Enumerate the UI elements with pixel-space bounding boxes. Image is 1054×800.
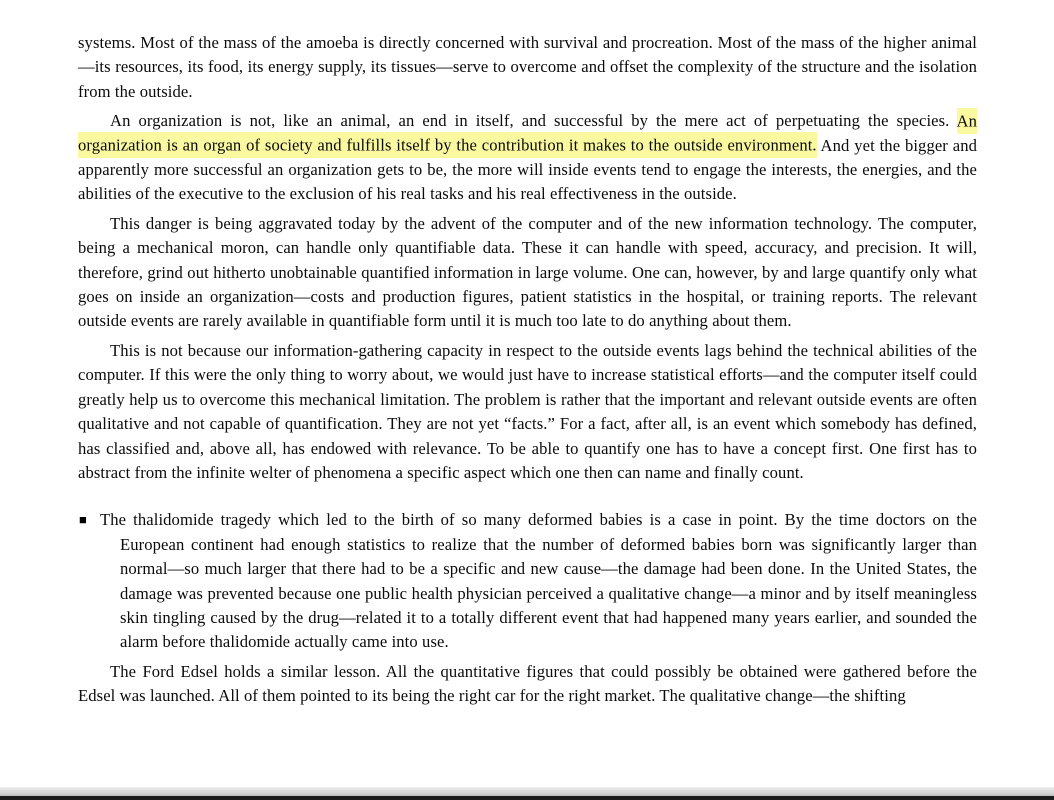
bullet-paragraph-text: The thalidomide tragedy which led to the birth of so many deformed babies is a case in point. By the time doctors on the European continent had enough statistics to realize that the number of deformed babies born was significantly larger than normal—so much larger that there had to be a specific and new cause—the damage had been done. In the United States, the damage was prevented because one public health physician perceived a qualitative change—a minor and by itself meaningless skin tingling caused by the drug—related it to a totally different event that had happened many years earlier, and sounded the alarm before thalidomide actually came into use. <box>100 510 977 652</box>
book-page <box>78 31 977 714</box>
paragraph-organization <box>78 109 977 207</box>
window-bottom-edge <box>0 788 1054 800</box>
window-bottom-gray-strip <box>0 787 1054 796</box>
paragraph-text-after-highlight: And yet the bigger and apparently more successful an organization gets to be, the more will inside events tend to engage the interests, the energies, and the abilities of the executive to the exclusion of his real tasks and his real effectiveness in the outside. <box>78 135 977 204</box>
paragraph-amoeba: systems. Most of the mass of the amoeba is directly concerned with survival and procreation. Most of the mass of the higher animal—its resources, its food, its energy supply, its tissues—serve to overcome and offset the complexity of the structure and the isolation from the outside. <box>78 33 977 101</box>
paragraph-thalidomide <box>78 508 977 654</box>
paragraph-ford-edsel: The Ford Edsel holds a similar lesson. All the quantitative figures that could possibly be obtained were gathered before the Edsel was launched. All of them pointed to its being the right car for the right market. The qualitative change—the shifting <box>78 661 977 706</box>
bullet-square-icon: ■ <box>79 512 87 528</box>
paragraph-computer-danger: This danger is being aggravated today by the advent of the computer and of the new information technology. The computer, being a mechanical moron, can handle only quantifiable data. These it can handle with speed, accuracy, and precision. It will, therefore, grind out hitherto unobtainable quantified information in large volume. One can, however, by and large quantify only what goes on inside an organization—costs and production figures, patient statistics in the hospital, or training reports. The relevant outside events are rarely available in quantifiable form until it is much too late to do anything about them. <box>78 213 977 331</box>
window-bottom-dark-strip <box>0 796 1054 800</box>
paragraph-text-before-highlight: An organization is not, like an animal, an end in itself, and successful by the mere act of perpetuating the species. <box>110 111 957 131</box>
paragraph-qualitative-events: This is not because our information-gathering capacity in respect to the outside events lags behind the technical abilities of the computer. If this were the only thing to worry about, we would just have to increase statistical efforts—and the computer itself could greatly help us to overcome this mechanical limitation. The problem is rather that the important and relevant outside events are often qualitative and not capable of quantification. They are not yet “facts.” For a fact, after all, is an event which somebody has defined, has classified and, above all, has endowed with relevance. To be able to quantify one has to have a concept first. One first has to abstract from the infinite welter of phenomena a specific aspect which one then can name and finally count. <box>78 340 977 482</box>
highlighted-sentence[interactable]: An organization is an organ of society and fulfills itself by the contribution it makes to the outside environment. <box>78 108 977 158</box>
